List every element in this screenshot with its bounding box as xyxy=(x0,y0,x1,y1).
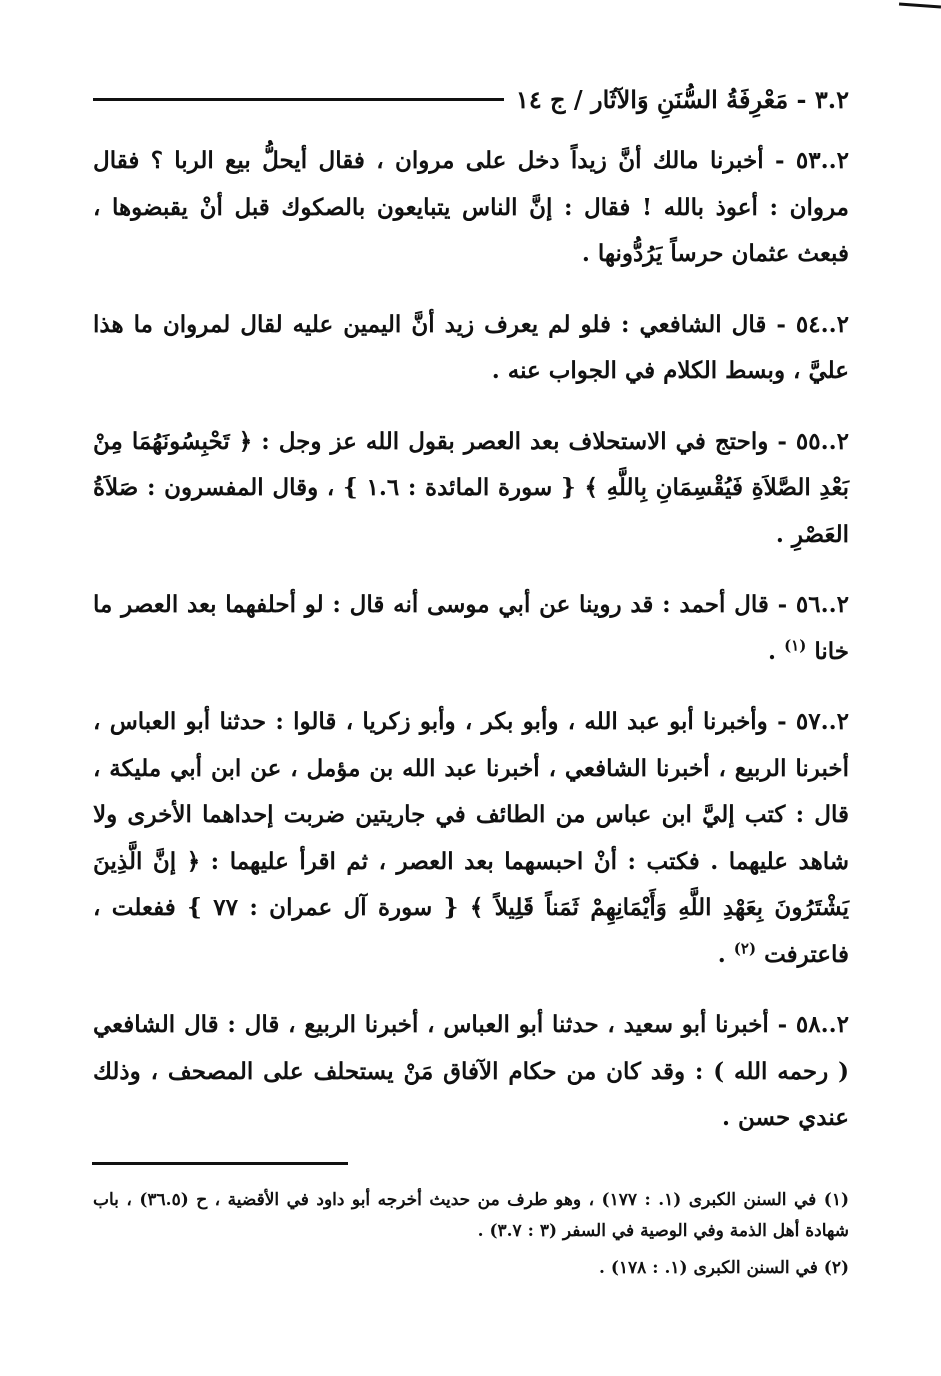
paragraph-text: وأخبرنا أبو عبد الله ، وأبو بكر ، وأبو زكريا ، قالوا : حدثنا أبو العباس ، أخبرنا الربيع ، أخبرنا الشافعي ، أخبرنا عبد الله بن مؤمل ، عن ابن أبي مليكة ، قال : كتب إليَّ ابن عباس من الطائف في جاريتين ضربت إحداهما الأخرى ولا شاهد عليهما . فكتب : أنْ احبسهما بعد العصر ، ثم اقرأ عليهما : ﴿ إنَّ الَّذِينَ يَشْتَرُونَ بِعَهْدِ اللَّهِ وَأَيْمَانِهِمْ ثَمَناً قَلِيلاً ﴾ { سورة آل عمران : ٧٧ } ففعلت ، فاعترفت xyxy=(93,708,849,968)
running-title: ٣.٢ - مَعْرِفَةُ السُّنَنِ وَالآثَار / ج ١٤ xyxy=(515,84,849,114)
footnotes xyxy=(93,1185,849,1290)
footnote-ref-1[interactable]: (١) xyxy=(784,635,807,654)
footnote-separator xyxy=(92,1162,348,1165)
paragraph-text: أخبرنا أبو سعيد ، حدثنا أبو العباس ، أخبرنا الربيع ، قال : قال الشافعي ( رحمه الله ) : وقد كان من حكام الآفاق مَنْ يستحلف على المصحف ، وذلك عندي حسن . xyxy=(93,1011,849,1131)
paragraph-text: واحتج في الاستحلاف بعد العصر بقول الله عز وجل : ﴿ تَحْبِسُونَهُمَا مِنْ بَعْدِ الصَّلاَةِ فَيُقْسِمَانِ بِاللَّهِ ﴾ { سورة المائدة : ١.٦ } ، وقال المفسرون : صَلاَةُ العَصْرِ . xyxy=(93,427,849,548)
paragraph-2058 xyxy=(93,1002,849,1142)
footnote-ref-2[interactable]: (٢) xyxy=(733,938,757,957)
page-header xyxy=(93,84,849,114)
paragraph-2055 xyxy=(93,419,849,559)
main-text xyxy=(93,138,849,1166)
paragraph-ending: . xyxy=(768,637,785,665)
paragraph-2056 xyxy=(93,582,849,675)
paragraph-number: ٢..٥٦ - xyxy=(777,591,849,618)
footnote-1: (١) في السنن الكبرى (١. : ١٧٧) ، وهو طرف من حديث أخرجه أبو داود في الأقضية ، ح (٣٦.٥) ، باب شهادة أهل الذمة وفي الوصية في السفر (٣ : ٣.٧) . xyxy=(93,1190,849,1241)
paragraph-number: ٢..٥٥ - xyxy=(777,427,850,455)
footnote-2: (٢) في السنن الكبرى (١. : ١٧٨) . xyxy=(599,1258,849,1278)
paragraph-number: ٢..٥٣ - xyxy=(774,147,849,174)
paragraph-number: ٢..٥٤ - xyxy=(776,310,849,338)
paragraph-2057 xyxy=(93,699,849,978)
paragraph-text: أخبرنا مالك أنَّ زيداً دخل على مروان ، فقال أيحلُّ بيع الربا ؟ فقال مروان : أعوذ بالله ! فقال : إنَّ الناس يتبايعون بالصكوك قبل أنْ يقبضوها ، فبعث عثمان حرساً يَرُدُّونها . xyxy=(93,147,849,267)
corner-mark xyxy=(899,3,941,9)
paragraph-text: قال الشافعي : فلو لم يعرف زيد أنَّ اليمين عليه لقال لمروان ما هذا عليَّ ، وبسط الكلام في الجواب عنه . xyxy=(93,310,849,384)
paragraph-ending: . xyxy=(717,940,734,968)
header-rule xyxy=(93,98,504,101)
paragraph-2054 xyxy=(93,302,849,395)
paragraph-2053 xyxy=(93,138,849,278)
paragraph-text: قال أحمد : قد روينا عن أبي موسى أنه قال : لو أحلفهما بعد العصر ما خانا xyxy=(93,591,849,665)
paragraph-number: ٢..٥٧ - xyxy=(777,708,849,735)
paragraph-number: ٢..٥٨ - xyxy=(777,1011,849,1038)
